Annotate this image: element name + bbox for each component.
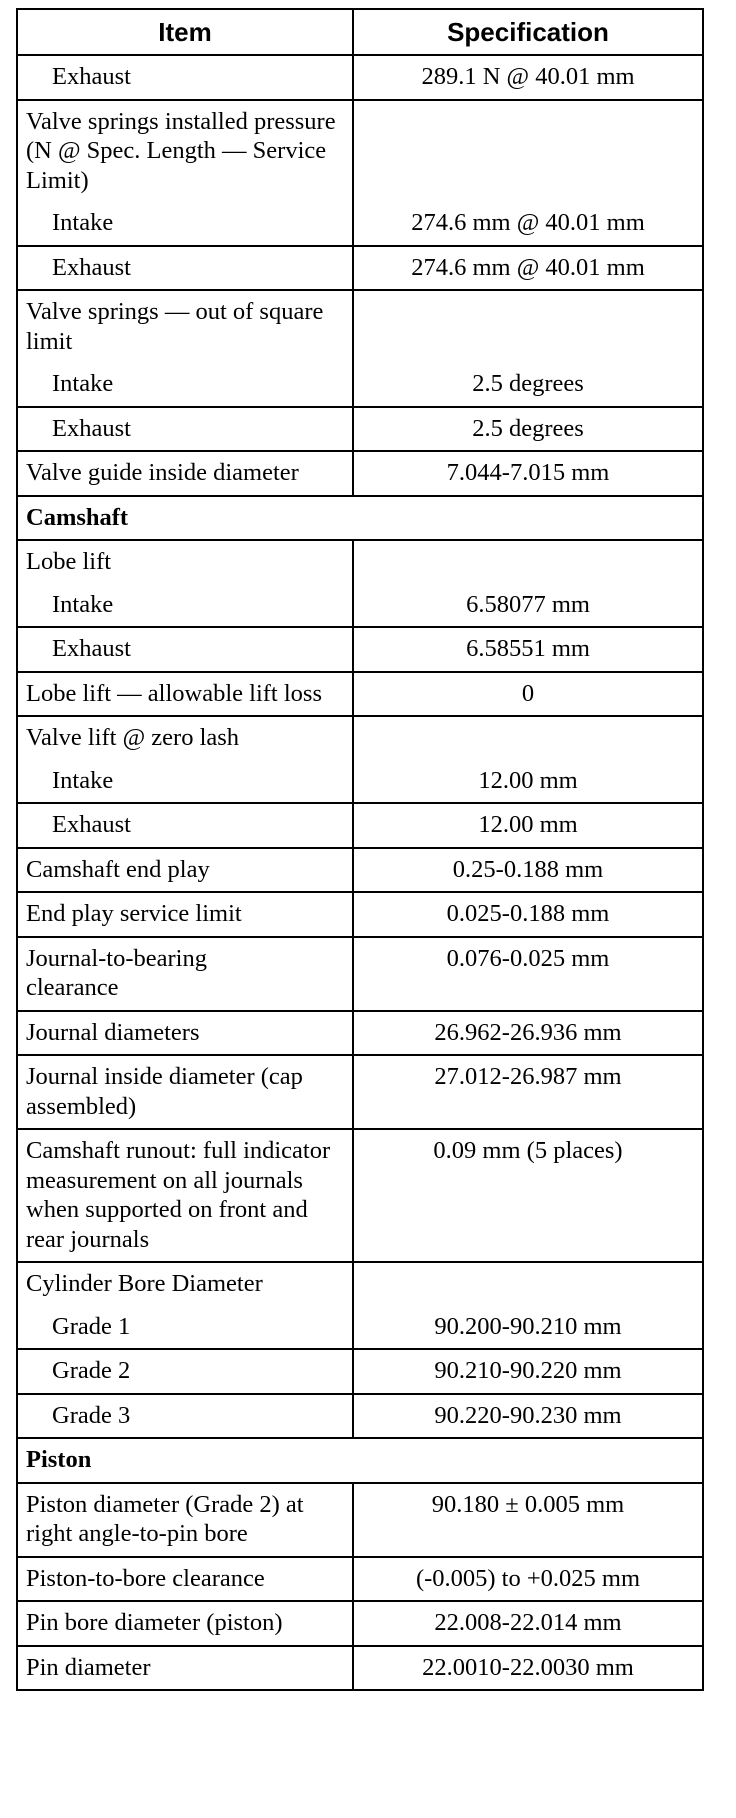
spec-cell: 0 <box>353 672 703 717</box>
table-row <box>17 246 703 291</box>
spec-cell: 90.180 ± 0.005 mm <box>353 1483 703 1557</box>
table-row <box>17 937 703 1011</box>
spec-cell: (-0.005) to +0.025 mm <box>353 1557 703 1602</box>
spec-cell: 0.25-0.188 mm <box>353 848 703 893</box>
spec-cell: 90.200-90.210 mm <box>353 1306 703 1350</box>
group-heading-cell: Lobe lift <box>17 540 353 584</box>
spec-cell: 12.00 mm <box>353 760 703 804</box>
specification-table <box>16 8 704 1691</box>
table-row-group-heading <box>17 290 703 363</box>
table-row <box>17 1557 703 1602</box>
section-row-piston <box>17 1438 703 1483</box>
table-row <box>17 1394 703 1439</box>
spec-cell-empty <box>353 716 703 760</box>
item-cell: Exhaust <box>17 246 353 291</box>
spec-cell: 0.025-0.188 mm <box>353 892 703 937</box>
spec-cell: 0.09 mm (5 places) <box>353 1129 703 1262</box>
item-cell: Camshaft end play <box>17 848 353 893</box>
spec-cell: 2.5 degrees <box>353 407 703 452</box>
table-header-row <box>17 9 703 55</box>
table-row-group-heading <box>17 540 703 584</box>
specification-column-header: Specification <box>353 9 703 55</box>
section-row-camshaft <box>17 496 703 541</box>
group-heading-cell: Valve lift @ zero lash <box>17 716 353 760</box>
item-cell: Lobe lift — allowable lift loss <box>17 672 353 717</box>
item-cell: Intake <box>17 760 353 804</box>
table-row <box>17 1349 703 1394</box>
table-row <box>17 363 703 407</box>
spec-cell: 6.58077 mm <box>353 584 703 628</box>
table-row-group-heading <box>17 1262 703 1306</box>
spec-cell: 12.00 mm <box>353 803 703 848</box>
spec-cell-empty <box>353 1262 703 1306</box>
spec-cell: 2.5 degrees <box>353 363 703 407</box>
group-heading-cell: Valve springs — out of square limit <box>17 290 353 363</box>
spec-cell: 274.6 mm @ 40.01 mm <box>353 246 703 291</box>
table-row <box>17 407 703 452</box>
spec-cell: 274.6 mm @ 40.01 mm <box>353 202 703 246</box>
spec-cell: 26.962-26.936 mm <box>353 1011 703 1056</box>
spec-cell: 22.008-22.014 mm <box>353 1601 703 1646</box>
group-heading-cell: Valve springs installed pressure (N @ Spec. Length — Service Limit) <box>17 100 353 203</box>
table-row-group-heading <box>17 716 703 760</box>
item-cell: Grade 3 <box>17 1394 353 1439</box>
table-row <box>17 55 703 100</box>
table-row <box>17 803 703 848</box>
item-cell: Piston-to-bore clearance <box>17 1557 353 1602</box>
spec-sheet <box>16 8 702 1691</box>
item-cell: Grade 2 <box>17 1349 353 1394</box>
table-row <box>17 892 703 937</box>
spec-cell: 90.210-90.220 mm <box>353 1349 703 1394</box>
table-row <box>17 451 703 496</box>
spec-cell-empty <box>353 540 703 584</box>
item-column-header: Item <box>17 9 353 55</box>
table-row <box>17 1129 703 1262</box>
item-cell: Intake <box>17 584 353 628</box>
item-cell: Camshaft runout: full indicator measurement on all journals when supported on front and rear journals <box>17 1129 353 1262</box>
table-row-group-heading <box>17 100 703 203</box>
table-row <box>17 202 703 246</box>
item-cell: Piston diameter (Grade 2) at right angle-to-pin bore <box>17 1483 353 1557</box>
item-cell: Exhaust <box>17 803 353 848</box>
group-heading-cell: Cylinder Bore Diameter <box>17 1262 353 1306</box>
spec-cell: 289.1 N @ 40.01 mm <box>353 55 703 100</box>
item-cell: Journal inside diameter (cap assembled) <box>17 1055 353 1129</box>
spec-cell: 22.0010-22.0030 mm <box>353 1646 703 1691</box>
item-cell: Intake <box>17 363 353 407</box>
item-cell: Exhaust <box>17 407 353 452</box>
spec-cell-empty <box>353 290 703 363</box>
table-row <box>17 848 703 893</box>
item-cell: Pin bore diameter (piston) <box>17 1601 353 1646</box>
spec-cell-empty <box>353 100 703 203</box>
table-row <box>17 1601 703 1646</box>
table-row <box>17 1306 703 1350</box>
table-row <box>17 1055 703 1129</box>
spec-cell: 27.012-26.987 mm <box>353 1055 703 1129</box>
table-row <box>17 1483 703 1557</box>
section-title: Piston <box>17 1438 703 1483</box>
table-row <box>17 760 703 804</box>
spec-cell: 7.044-7.015 mm <box>353 451 703 496</box>
table-row <box>17 584 703 628</box>
section-title: Camshaft <box>17 496 703 541</box>
table-row <box>17 672 703 717</box>
item-cell: Journal diameters <box>17 1011 353 1056</box>
item-cell: Journal-to-bearing clearance <box>17 937 353 1011</box>
table-row <box>17 627 703 672</box>
spec-cell: 0.076-0.025 mm <box>353 937 703 1011</box>
item-cell: Pin diameter <box>17 1646 353 1691</box>
item-cell: Exhaust <box>17 55 353 100</box>
item-cell: End play service limit <box>17 892 353 937</box>
spec-cell: 90.220-90.230 mm <box>353 1394 703 1439</box>
item-cell: Exhaust <box>17 627 353 672</box>
item-cell: Valve guide inside diameter <box>17 451 353 496</box>
item-cell: Grade 1 <box>17 1306 353 1350</box>
item-cell: Intake <box>17 202 353 246</box>
spec-cell: 6.58551 mm <box>353 627 703 672</box>
table-row <box>17 1646 703 1691</box>
table-row <box>17 1011 703 1056</box>
